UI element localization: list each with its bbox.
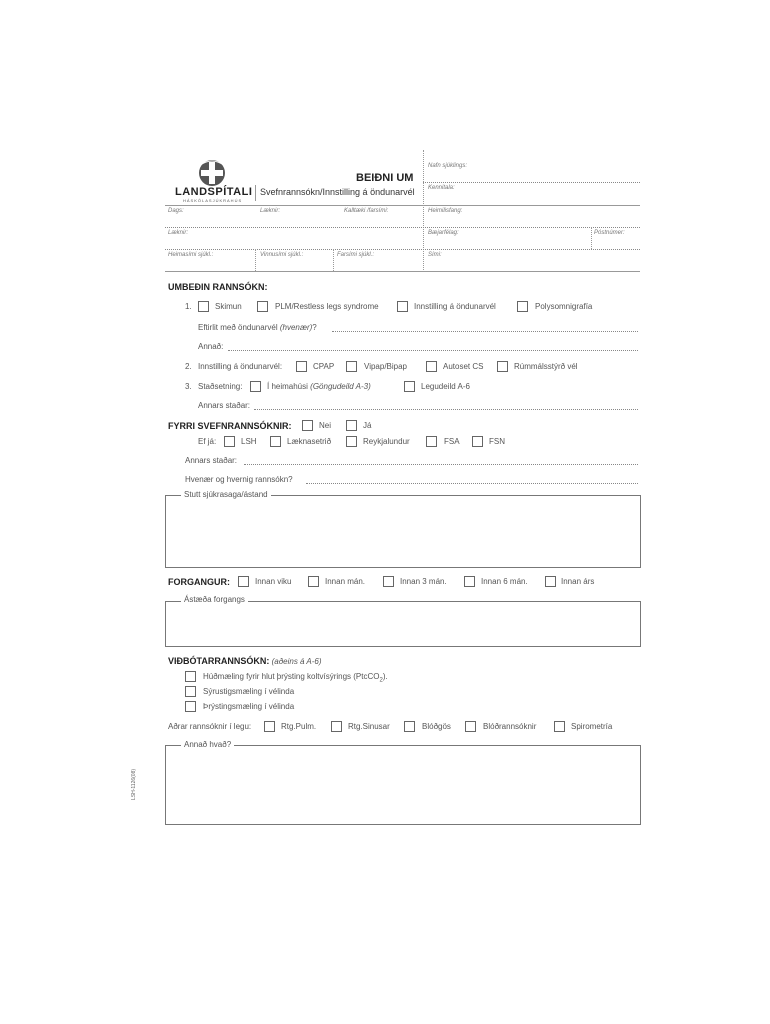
field-laeknir: Læknir: — [168, 230, 189, 236]
forgangur-1-checkbox[interactable] — [238, 576, 249, 587]
forgangur-heading: FORGANGUR: — [168, 577, 230, 587]
lsh-label: LSH — [241, 437, 257, 446]
stutt-box[interactable] — [165, 495, 641, 568]
rummal-label: Rúmmálsstýrð vél — [514, 362, 578, 371]
item-3-number: 3. — [185, 382, 192, 391]
fsa-label: FSA — [444, 437, 460, 446]
forgangur-1-label: Innan viku — [255, 577, 292, 586]
laeknasetrid-checkbox[interactable] — [270, 436, 281, 447]
nei-label: Nei — [319, 421, 332, 430]
field-nafn: Nafn sjúklings: — [428, 163, 468, 169]
annad-hvad-label: Annað hvað? — [181, 740, 234, 749]
forgangur-3-label: Innan 3 mán. — [400, 577, 447, 586]
fsn-checkbox[interactable] — [472, 436, 483, 447]
vidbotar-heading-row — [168, 656, 322, 666]
rtgpulm-label: Rtg.Pulm. — [281, 722, 317, 731]
syrustig-label: Sýrustigsmæling í vélinda — [203, 687, 295, 696]
grid-line-3 — [165, 249, 640, 250]
field-heimilisfang: Heimilisfang: — [428, 208, 463, 214]
hudmaeling-sub: 2 — [379, 677, 383, 684]
field-farsimi: Farsími sjúkl.: — [337, 252, 375, 258]
reykjalundur-checkbox[interactable] — [346, 436, 357, 447]
field-kalltaeki: Kalltæki /farsími: — [344, 208, 389, 214]
hvenaer-label: Hvenær og hvernig rannsókn? — [185, 475, 293, 484]
heimahusi-checkbox[interactable] — [250, 381, 261, 392]
annad-hvad-box[interactable] — [165, 745, 641, 825]
header-vline — [255, 185, 256, 201]
field-kennitala: Kennitala: — [428, 185, 455, 191]
grid-line-4 — [165, 271, 640, 272]
forgangur-5-checkbox[interactable] — [545, 576, 556, 587]
spiro-label: Spirometría — [571, 722, 613, 731]
field-simi: Sími: — [428, 252, 442, 258]
fyrri-annars-field[interactable] — [244, 464, 638, 465]
astaeda-label: Ástæða forgangs — [181, 595, 248, 604]
skimun-label: Skimun — [215, 302, 242, 311]
ja-label: Já — [363, 421, 372, 430]
stadsetning-label: Staðsetning: — [198, 382, 243, 391]
eftirlit-hint: (hvenær) — [279, 323, 313, 332]
forgangur-3-checkbox[interactable] — [383, 576, 394, 587]
syrustig-checkbox[interactable] — [185, 686, 196, 697]
fsn-label: FSN — [489, 437, 505, 446]
forgangur-5-label: Innan árs — [561, 577, 595, 586]
astaeda-box[interactable] — [165, 601, 641, 647]
eftirlit-label — [198, 323, 317, 332]
hospital-subname: HÁSKÓLASJÚKRAHÚS — [183, 198, 243, 203]
laeknasetrid-label: Læknasetrið — [287, 437, 332, 446]
field-heimasimi: Heimasími sjúkl.: — [168, 252, 214, 258]
field-postnumer: Póstnúmer: — [594, 230, 625, 236]
eftirlit-text: Eftirlit með öndunarvél — [198, 323, 278, 332]
nafn-line — [423, 182, 640, 183]
stutt-label: Stutt sjúkrasaga/ástand — [181, 490, 271, 499]
blodgos-label: Blóðgös — [422, 722, 451, 731]
polysomnigrafia-checkbox[interactable] — [517, 301, 528, 312]
polysomnigrafia-label: Polysomnigrafía — [535, 302, 593, 311]
innstilling-checkbox[interactable] — [397, 301, 408, 312]
autoset-label: Autoset CS — [443, 362, 484, 371]
grid-line-1 — [165, 205, 640, 206]
col-divider-1 — [255, 249, 256, 271]
innst-label: Innstilling á öndunarvél: — [198, 362, 283, 371]
umbedin-heading: UMBEÐIN RANNSÓKN: — [168, 282, 268, 292]
eftirlit-q: ? — [312, 323, 317, 332]
field-laeknir-top: Læknir: — [260, 208, 281, 214]
hudmaeling-checkbox[interactable] — [185, 671, 196, 682]
forgangur-2-checkbox[interactable] — [308, 576, 319, 587]
hudmaeling-label — [203, 672, 388, 684]
item-2-number: 2. — [185, 362, 192, 371]
field-vinnusimi: Vinnusími sjúkl.: — [260, 252, 304, 258]
blodgos-checkbox[interactable] — [404, 721, 415, 732]
hospital-name: LANDSPÍTALI — [175, 186, 253, 198]
legudeild-checkbox[interactable] — [404, 381, 415, 392]
blodrann-label: Blóðrannsóknir — [483, 722, 537, 731]
field-dags: Dags: — [168, 208, 184, 214]
heimahusi-label — [267, 382, 371, 391]
rtgpulm-checkbox[interactable] — [264, 721, 275, 732]
forgangur-2-label: Innan mán. — [325, 577, 366, 586]
field-baejarfelag: Bæjarfélag: — [428, 230, 459, 236]
blodrann-checkbox[interactable] — [465, 721, 476, 732]
autoset-checkbox[interactable] — [426, 361, 437, 372]
grid-line-2 — [165, 227, 640, 228]
plm-checkbox[interactable] — [257, 301, 268, 312]
hudmaeling-text: Húðmæling fyrir hlut þrýsting koltvísýrings (PtcCO — [203, 672, 380, 681]
vidbotar-heading: VIÐBÓTARRANNSÓKN: — [168, 656, 270, 666]
rummal-checkbox[interactable] — [497, 361, 508, 372]
ja-checkbox[interactable] — [346, 420, 357, 431]
item-1-number: 1. — [185, 302, 192, 311]
col-divider-2 — [333, 249, 334, 271]
heimahusi-text: Í heimahúsi — [267, 382, 308, 391]
lsh-checkbox[interactable] — [224, 436, 235, 447]
patient-block-divider — [423, 150, 424, 270]
hvenaer-field[interactable] — [306, 483, 638, 484]
cpap-label: CPAP — [313, 362, 335, 371]
legudeild-label: Legudeild A-6 — [421, 382, 470, 391]
forgangur-4-label: Innan 6 mán. — [481, 577, 528, 586]
heimahusi-hint: (Göngudeild A-3) — [310, 382, 371, 391]
form-title: BEIÐNI UM — [356, 172, 414, 184]
vipap-checkbox[interactable] — [346, 361, 357, 372]
thrysting-checkbox[interactable] — [185, 701, 196, 712]
skimun-checkbox[interactable] — [198, 301, 209, 312]
fsa-checkbox[interactable] — [426, 436, 437, 447]
innstilling-label: Innstilling á öndunarvél — [414, 302, 496, 311]
annars-field[interactable] — [254, 409, 638, 410]
form-subtitle: Svefnrannsókn/Innstilling á öndunarvél — [260, 187, 415, 197]
efja-label: Ef já: — [198, 437, 217, 446]
postnumer-divider — [591, 227, 592, 249]
nei-checkbox[interactable] — [302, 420, 313, 431]
fyrri-heading: FYRRI SVEFNRANNSÓKNIR: — [168, 421, 292, 431]
annad-label: Annað: — [198, 342, 224, 351]
annad-field[interactable] — [228, 350, 638, 351]
hudmaeling-post: ). — [382, 672, 388, 681]
spiro-checkbox[interactable] — [554, 721, 565, 732]
form-code: LSH-1126(08) — [131, 768, 137, 800]
hospital-logo — [193, 158, 231, 188]
rtgsin-checkbox[interactable] — [331, 721, 342, 732]
reykjalundur-label: Reykjalundur — [363, 437, 410, 446]
eftirlit-field[interactable] — [332, 331, 638, 332]
cross-logo-icon — [193, 158, 231, 188]
plm-label: PLM/Restless legs syndrome — [275, 302, 379, 311]
forgangur-4-checkbox[interactable] — [464, 576, 475, 587]
cpap-checkbox[interactable] — [296, 361, 307, 372]
annars-label: Annars staðar: — [198, 401, 251, 410]
vidbotar-hint: (aðeins á A-6) — [271, 657, 322, 666]
vipap-label: Vipap/Bipap — [364, 362, 407, 371]
adrar-label: Aðrar rannsóknir í legu: — [168, 722, 252, 731]
thrysting-label: Þrýstingsmæling í vélinda — [203, 702, 295, 711]
rtgsin-label: Rtg.Sinusar — [348, 722, 390, 731]
fyrri-annars-label: Annars staðar: — [185, 456, 238, 465]
